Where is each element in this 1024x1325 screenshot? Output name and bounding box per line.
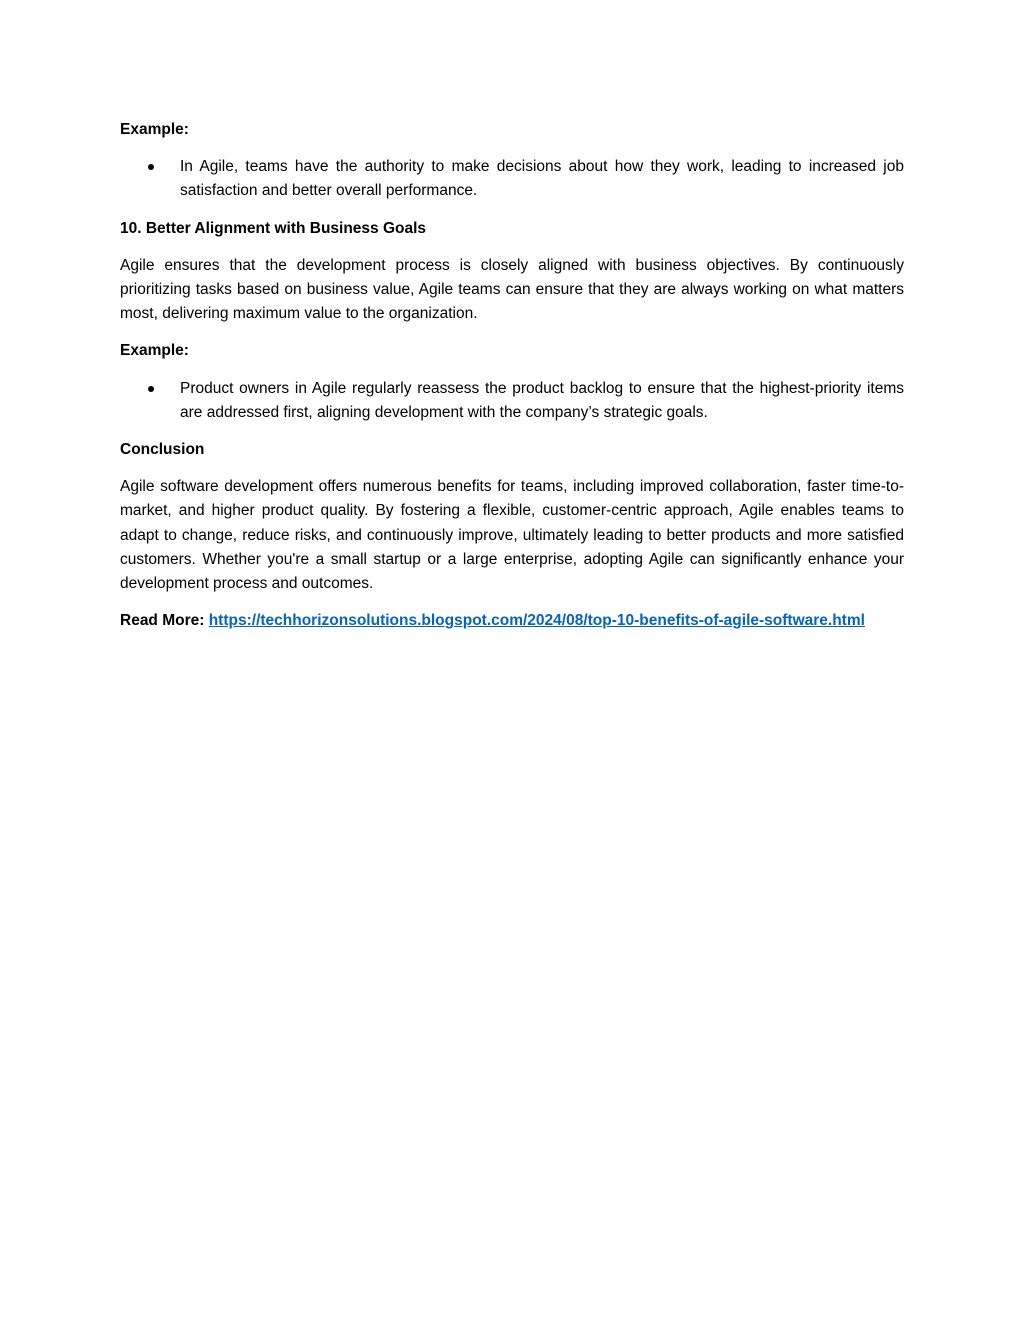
example-label: Example: xyxy=(120,342,189,360)
list-item-text: Product owners in Agile regularly reassess the product backlog to ensure that the highest-priority items are addressed first, aligning development with the company’s strategic goals. xyxy=(180,379,904,421)
bullet-icon xyxy=(148,386,154,392)
example-list xyxy=(120,377,904,425)
example-list xyxy=(120,155,904,203)
document-page xyxy=(120,118,904,633)
bullet-icon xyxy=(148,164,154,170)
read-more-link[interactable]: https://techhorizonsolutions.blogspot.com/2024/08/top-10-benefits-of-agile-software.html xyxy=(208,612,865,630)
read-more-line xyxy=(120,609,904,633)
read-more-label: Read More: xyxy=(120,612,205,630)
example-label: Example: xyxy=(120,121,189,138)
section-paragraph: Agile ensures that the development process is closely aligned with business objectives. By continuously prioritizing tasks based on business value, Agile teams can ensure that they are always working on what matters most, delivering maximum value to the organization. xyxy=(120,256,904,323)
section-heading: 10. Better Alignment with Business Goals xyxy=(120,219,427,237)
conclusion-paragraph: Agile software development offers numerous benefits for teams, including improved collaboration, faster time-to-market, and higher product quality. By fostering a flexible, customer-centric approach, Agile enables teams to adapt to change, reduce risks, and continuously improve, ultimately leading to better products and more satisfied customers. Whether you're a small startup or a large enterprise, adopting Agile can significantly enhance your development process and outcomes. xyxy=(120,478,904,593)
list-item xyxy=(120,155,904,203)
conclusion-heading: Conclusion xyxy=(120,441,205,459)
list-item xyxy=(120,377,904,425)
list-item-text: In Agile, teams have the authority to make decisions about how they work, leading to increased job satisfaction and better overall performance. xyxy=(180,158,904,200)
